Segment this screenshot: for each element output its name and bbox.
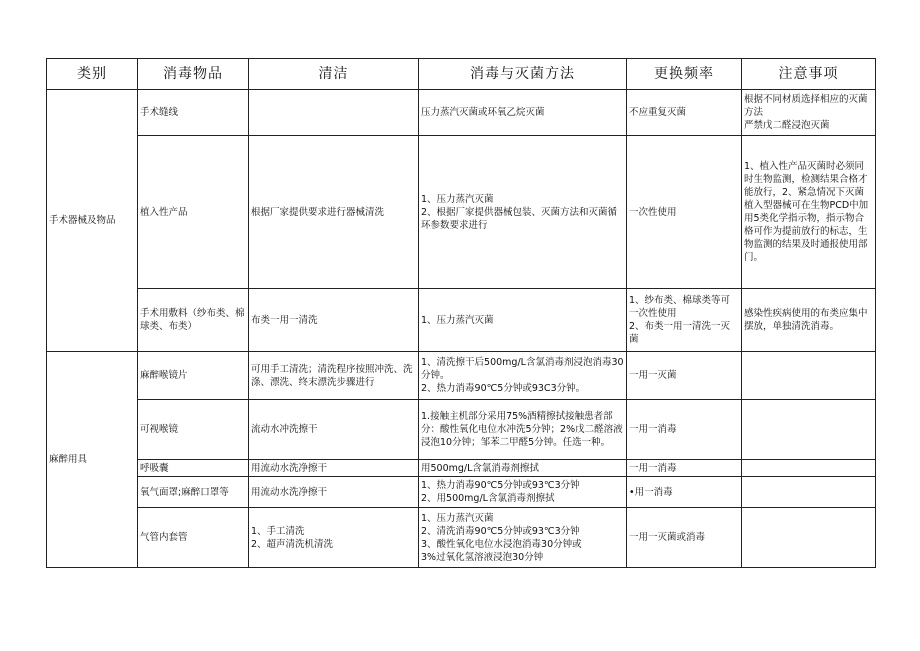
table-row: [47, 289, 876, 352]
frequency-line: 不应重复灭菌: [629, 107, 687, 118]
cleaning-cell: [249, 136, 419, 289]
method-line: 用500mg/L含氯消毒剂擦拭: [421, 462, 539, 474]
notes-line: 严禁戊二醛浸泡灭菌: [744, 120, 830, 131]
method-cell: [419, 400, 627, 460]
cleaning-cell: [249, 460, 419, 477]
notes-cell: [742, 460, 876, 477]
method-line: 2、热力消毒90℃5分钟或93C3分钟。: [421, 383, 586, 394]
cleaning-line: 用流动水洗净擦干: [251, 486, 328, 498]
method-line: 2、清洗消毒90℃5分钟或93℃3分钟: [421, 525, 580, 537]
header-row: [47, 59, 876, 90]
frequency-cell: [627, 400, 742, 460]
frequency-cell: [627, 508, 742, 568]
table-row: [47, 460, 876, 477]
item-cell: 呼吸囊: [138, 460, 249, 477]
method-cell: [419, 289, 627, 352]
category-cell: 手术器械及物品: [47, 90, 138, 352]
frequency-line: 一用一消毒: [629, 462, 677, 474]
frequency-cell: [627, 477, 742, 508]
method-line: 3%过氧化氢溶液浸泡30分钟: [421, 551, 544, 563]
method-line: 2、根据厂家提供器械包装、灭菌方法和灭菌循环参数要求进行: [421, 206, 618, 231]
notes-cell: [742, 477, 876, 508]
category-cell: 麻醉用具: [47, 352, 138, 568]
item-cell: 氧气面罩;麻醉口罩等: [138, 477, 249, 508]
cleaning-cell: [249, 289, 419, 352]
cleaning-line: 根据厂家提供要求进行器械清洗: [251, 206, 385, 218]
cleaning-line: 布类一用一清洗: [251, 314, 318, 326]
method-cell: [419, 477, 627, 508]
method-line: 1、压力蒸汽灭菌: [421, 314, 494, 326]
header-item: 消毒物品: [138, 59, 249, 90]
method-cell: [419, 508, 627, 568]
frequency-line: 1、纱布类、棉球类等可一次性使用: [629, 295, 731, 319]
frequency-cell: [627, 460, 742, 477]
header-notes: 注意事项: [742, 59, 876, 90]
cleaning-cell: [249, 477, 419, 508]
table-row: [47, 136, 876, 289]
header-cleaning: 清洁: [249, 59, 419, 90]
frequency-cell: [627, 90, 742, 136]
frequency-cell: [627, 136, 742, 289]
frequency-line: 2、布类一用一清洗一灭菌: [629, 321, 731, 345]
method-cell: [419, 352, 627, 400]
table-row: [47, 400, 876, 460]
method-cell: [419, 136, 627, 289]
method-cell: [419, 460, 627, 477]
cleaning-cell: [249, 400, 419, 460]
frequency-cell: [627, 289, 742, 352]
table-row: [47, 508, 876, 568]
method-line: 1、压力蒸汽灭菌: [421, 193, 494, 205]
method-line: 1、热力消毒90℃5分钟或93℃3分钟: [421, 480, 580, 491]
cleaning-cell: [249, 90, 419, 136]
header-category: 类别: [47, 59, 138, 90]
item-cell: 手术用敷料（纱布类、棉球类、布类）: [138, 289, 249, 352]
notes-cell: [742, 352, 876, 400]
table-row: [47, 90, 876, 136]
table-row: [47, 477, 876, 508]
frequency-line: 一次性使用: [629, 206, 677, 218]
method-line: 3、酸性氧化电位水浸泡消毒30分钟或: [421, 538, 582, 550]
item-cell: 手术缝线: [138, 90, 249, 136]
frequency-cell: [627, 352, 742, 400]
cleaning-line: 1、手工清洗: [251, 525, 305, 537]
cleaning-line: 用流动水洗净擦干: [251, 462, 328, 474]
notes-line: 根据不同材质选择相应的灭菌方法: [744, 94, 868, 118]
table-row: [47, 352, 876, 400]
frequency-line: 一用一灭菌: [629, 370, 677, 381]
method-line: 1.接触主机部分采用75%酒精擦拭接触患者部分：酸性氧化电位水冲洗5分钟；2%戊二醛溶液浸泡10分钟；邹苯二甲醛5分钟。任选一种。: [421, 411, 623, 448]
cleaning-cell: [249, 352, 419, 400]
notes-cell: [742, 136, 876, 289]
notes-cell: [742, 90, 876, 136]
frequency-line: •用一消毒: [629, 486, 673, 498]
header-frequency: 更换频率: [627, 59, 742, 90]
method-line: 2、用500mg/L含氯消毒剂擦拭: [421, 493, 555, 504]
method-line: 压力蒸汽灭菌或环氧乙烷灭菌: [421, 107, 545, 118]
cleaning-line: 可用手工清洗；清洗程序按照冲洗、洗涤、漂洗、终末漂洗步骤进行: [251, 363, 413, 388]
disinfection-table: [46, 58, 876, 568]
item-cell: 植入性产品: [138, 136, 249, 289]
item-cell: 气管内套管: [138, 508, 249, 568]
frequency-line: 一用一消毒: [629, 424, 677, 435]
frequency-line: 一用一灭菌或消毒: [629, 532, 706, 543]
item-cell: 可视喉镜: [138, 400, 249, 460]
notes-cell: [742, 289, 876, 352]
method-line: 1、清洗擦干后500mg/L含氯消毒剂浸泡消毒30分钟。: [421, 357, 624, 381]
notes-cell: [742, 400, 876, 460]
header-method: 消毒与灭菌方法: [419, 59, 627, 90]
cleaning-cell: [249, 508, 419, 568]
notes-line: 1、植入性产品灭菌时必须同时生物监测，检测结果合格才能放行，2、紧急情况下灭菌植入型器械可在生物PCD中加用5类化学指示物，指示物合格可作为提前放行的标志，生物监测的结果及时通报使用部门。: [744, 161, 869, 263]
notes-line: 感染性疾病使用的布类应集中摆放，单独清洗消毒。: [744, 308, 868, 332]
method-line: 1、压力蒸汽灭菌: [421, 512, 494, 524]
item-cell: 麻醉喉镜片: [138, 352, 249, 400]
method-cell: [419, 90, 627, 136]
cleaning-line: 流动水冲洗擦干: [251, 424, 318, 435]
cleaning-line: 2、超声清洗机清洗: [251, 538, 334, 550]
notes-cell: [742, 508, 876, 568]
